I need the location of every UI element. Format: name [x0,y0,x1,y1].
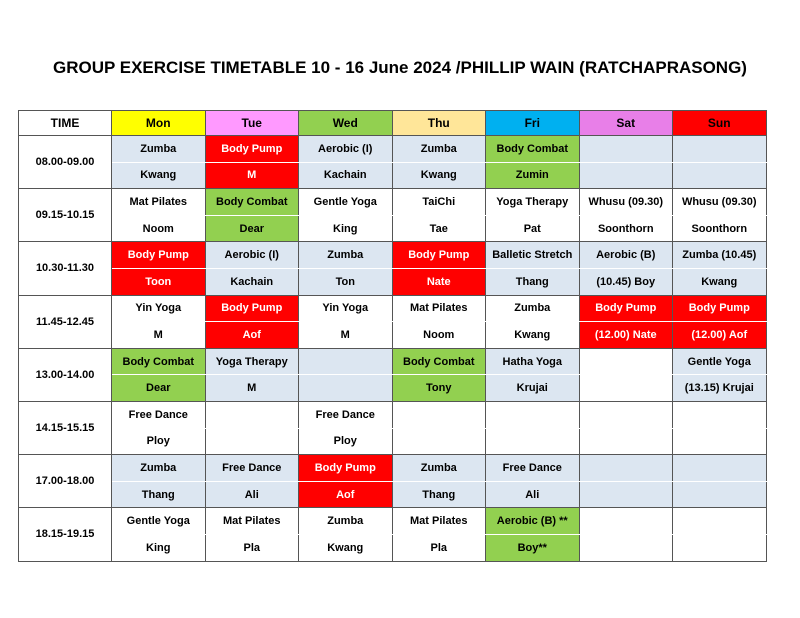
instructor-cell: (12.00) Nate [579,322,673,349]
instructor-cell: Thang [392,481,486,508]
instructor-cell: Aof [299,481,393,508]
instructor-cell: Toon [112,268,206,295]
instructor-cell: M [112,322,206,349]
class-name-cell: Hatha Yoga [486,348,580,375]
instructor-cell: Aof [205,322,299,349]
slot-row [19,401,767,428]
class-name-cell: Body Pump [673,295,767,322]
class-name-cell: Free Dance [205,455,299,482]
instructor-cell: Nate [392,268,486,295]
class-name-cell [579,348,673,375]
class-name-cell: Zumba (10.45) [673,242,767,269]
time-slot-label: 09.15-10.15 [19,189,112,242]
slot-row-instructor [19,534,767,561]
class-name-cell [205,401,299,428]
instructor-cell [579,162,673,189]
class-name-cell [299,348,393,375]
class-name-cell: Body Pump [299,455,393,482]
class-name-cell: Gentle Yoga [673,348,767,375]
slot-row-instructor [19,322,767,349]
class-name-cell: Body Combat [486,136,580,163]
slot-row-instructor [19,428,767,455]
class-name-cell: Zumba [112,136,206,163]
instructor-cell: M [205,162,299,189]
class-name-cell: Gentle Yoga [299,189,393,216]
class-name-cell: Body Combat [112,348,206,375]
class-name-cell: Free Dance [486,455,580,482]
instructor-cell: Pla [205,534,299,561]
instructor-cell [673,428,767,455]
class-name-cell [579,136,673,163]
instructor-cell: Pla [392,534,486,561]
header-day: Tue [205,111,299,136]
slot-row [19,136,767,163]
header-row [19,111,767,136]
instructor-cell [579,481,673,508]
class-name-cell: Yin Yoga [299,295,393,322]
instructor-cell [673,481,767,508]
class-name-cell: Body Pump [579,295,673,322]
instructor-cell: Ali [486,481,580,508]
class-name-cell: Yin Yoga [112,295,206,322]
time-slot-label: 17.00-18.00 [19,455,112,508]
instructor-cell: Thang [486,268,580,295]
page-title: GROUP EXERCISE TIMETABLE 10 - 16 June 2024 /PHILLIP WAIN (RATCHAPRASONG) [53,58,747,77]
instructor-cell: (10.45) Boy [579,268,673,295]
instructor-cell [579,534,673,561]
header-time: TIME [19,111,112,136]
class-name-cell [673,455,767,482]
instructor-cell [205,428,299,455]
slot-row-instructor [19,375,767,402]
instructor-cell: Tae [392,215,486,242]
class-name-cell: TaiChi [392,189,486,216]
class-name-cell: Free Dance [112,401,206,428]
instructor-cell: Kachain [205,268,299,295]
slot-row [19,242,767,269]
instructor-cell: Ploy [299,428,393,455]
instructor-cell: Noom [392,322,486,349]
instructor-cell [579,375,673,402]
class-name-cell: Mat Pilates [392,508,486,535]
slot-row-instructor [19,481,767,508]
class-name-cell [673,508,767,535]
instructor-cell: Soonthorn [579,215,673,242]
instructor-cell: King [112,534,206,561]
instructor-cell: M [205,375,299,402]
time-slot-label: 08.00-09.00 [19,136,112,189]
instructor-cell: Dear [205,215,299,242]
slot-row [19,295,767,322]
class-name-cell: Zumba [299,508,393,535]
time-slot-label: 18.15-19.15 [19,508,112,561]
instructor-cell: Boy** [486,534,580,561]
class-name-cell: Whusu (09.30) [579,189,673,216]
instructor-cell: Kwang [112,162,206,189]
header-day: Mon [112,111,206,136]
class-name-cell: Body Pump [205,295,299,322]
class-name-cell: Free Dance [299,401,393,428]
instructor-cell [673,162,767,189]
class-name-cell: Yoga Therapy [486,189,580,216]
slot-row [19,348,767,375]
class-name-cell: Aerobic (I) [299,136,393,163]
class-name-cell: Zumba [299,242,393,269]
class-name-cell: Body Combat [392,348,486,375]
class-name-cell: Yoga Therapy [205,348,299,375]
instructor-cell: Pat [486,215,580,242]
class-name-cell [579,401,673,428]
instructor-cell: Kwang [486,322,580,349]
header-day: Sun [673,111,767,136]
slot-row [19,189,767,216]
instructor-cell: Zumin [486,162,580,189]
class-name-cell: Gentle Yoga [112,508,206,535]
instructor-cell: Soonthorn [673,215,767,242]
instructor-cell: (13.15) Krujai [673,375,767,402]
instructor-cell: Dear [112,375,206,402]
class-name-cell: Body Pump [205,136,299,163]
instructor-cell: Kwang [299,534,393,561]
instructor-cell: Thang [112,481,206,508]
slot-row [19,455,767,482]
class-name-cell [486,401,580,428]
instructor-cell: Krujai [486,375,580,402]
class-name-cell: Mat Pilates [205,508,299,535]
class-name-cell: Body Combat [205,189,299,216]
time-slot-label: 13.00-14.00 [19,348,112,401]
class-name-cell: Whusu (09.30) [673,189,767,216]
instructor-cell: Ton [299,268,393,295]
instructor-cell [392,428,486,455]
instructor-cell: Noom [112,215,206,242]
slot-row-instructor [19,215,767,242]
instructor-cell: (12.00) Aof [673,322,767,349]
class-name-cell: Body Pump [112,242,206,269]
time-slot-label: 11.45-12.45 [19,295,112,348]
class-name-cell [579,508,673,535]
slot-row [19,508,767,535]
instructor-cell [299,375,393,402]
time-slot-label: 14.15-15.15 [19,401,112,454]
class-name-cell: Mat Pilates [112,189,206,216]
instructor-cell [486,428,580,455]
class-name-cell: Zumba [392,455,486,482]
class-name-cell [673,136,767,163]
class-name-cell: Aerobic (I) [205,242,299,269]
header-day: Fri [486,111,580,136]
instructor-cell: Kwang [392,162,486,189]
class-name-cell: Body Pump [392,242,486,269]
class-name-cell: Aerobic (B) ** [486,508,580,535]
timetable-body [19,136,767,562]
instructor-cell: Kachain [299,162,393,189]
header-day: Wed [299,111,393,136]
instructor-cell: Ploy [112,428,206,455]
class-name-cell: Balletic Stretch [486,242,580,269]
class-name-cell [579,455,673,482]
instructor-cell: Tony [392,375,486,402]
instructor-cell: M [299,322,393,349]
class-name-cell: Mat Pilates [392,295,486,322]
instructor-cell [579,428,673,455]
instructor-cell [673,534,767,561]
class-name-cell: Aerobic (B) [579,242,673,269]
instructor-cell: Kwang [673,268,767,295]
class-name-cell: Zumba [392,136,486,163]
slot-row-instructor [19,268,767,295]
timetable [18,110,767,562]
header-day: Sat [579,111,673,136]
class-name-cell [392,401,486,428]
class-name-cell: Zumba [112,455,206,482]
instructor-cell: King [299,215,393,242]
header-day: Thu [392,111,486,136]
class-name-cell [673,401,767,428]
slot-row-instructor [19,162,767,189]
class-name-cell: Zumba [486,295,580,322]
time-slot-label: 10.30-11.30 [19,242,112,295]
instructor-cell: Ali [205,481,299,508]
